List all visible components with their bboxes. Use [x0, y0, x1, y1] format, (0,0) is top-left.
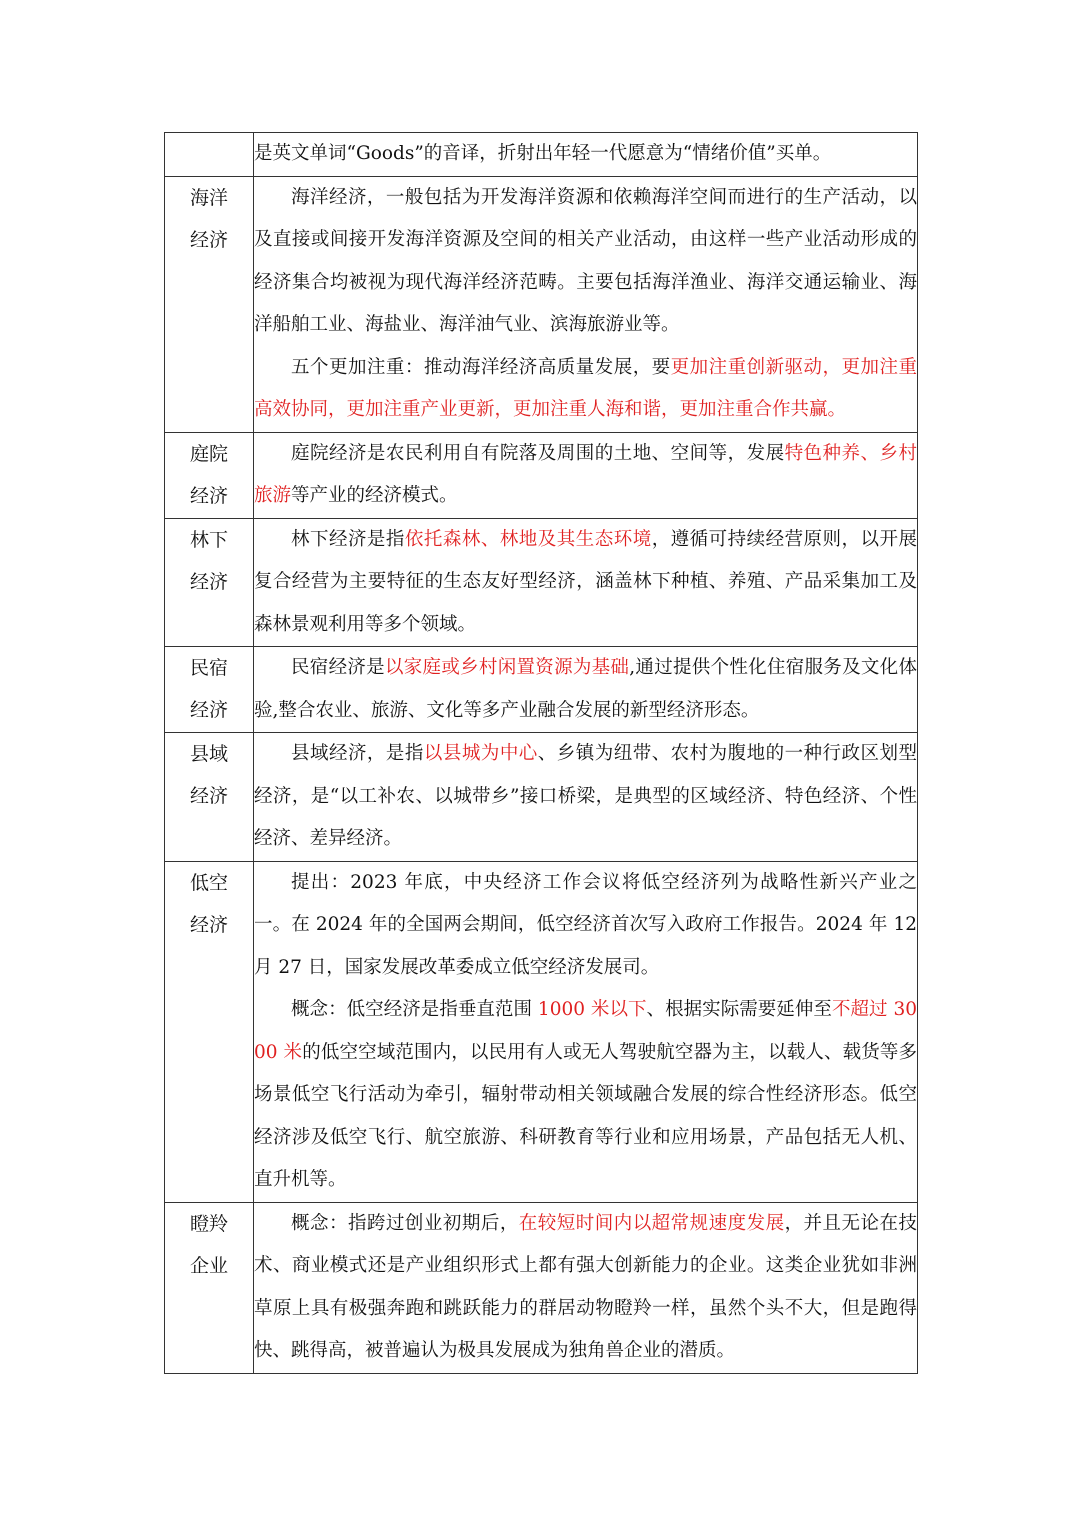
highlighted-text: 特色种养、乡村旅游 — [254, 442, 917, 506]
term-cell — [165, 733, 254, 862]
paragraph-text: 是英文单词“Goods”的音译，折射出年轻一代愿意为“情绪价值”买单。 — [254, 143, 832, 164]
term-line: 经济 — [189, 785, 228, 807]
definition-paragraph — [254, 733, 917, 861]
table-row — [165, 861, 918, 1202]
table-row — [165, 1202, 918, 1373]
term-cell — [165, 518, 254, 647]
paragraph-text: 的低空空域范围内，以民用有人或无人驾驶航空器为主，以载人、载货等多场景低空飞行活动为牵引，辐射带动相关领域融合发展的综合性经济形态。低空经济涉及低空飞行、航空旅游、科研教育等行业和应用场景，产品包括无人机、直升机等。 — [254, 1041, 918, 1190]
definition-cell — [254, 432, 918, 518]
paragraph-text: 概念：指跨过创业初期后， — [291, 1212, 519, 1234]
term-cell — [165, 432, 254, 518]
glossary-table — [164, 132, 918, 1374]
term-line: 企业 — [189, 1254, 228, 1277]
definition-cell — [254, 133, 918, 177]
term-line: 庭院 — [189, 442, 228, 465]
table-row — [165, 733, 918, 862]
term-line: 林下 — [189, 528, 228, 551]
definition-cell — [254, 1202, 918, 1373]
definition-paragraph — [254, 433, 917, 518]
definition-paragraph — [254, 133, 917, 176]
definition-paragraph — [254, 347, 917, 432]
paragraph-text: 海洋经济，一般包括为开发海洋资源和依赖海洋空间而进行的生产活动，以及直接或间接开发海洋资源及空间的相关产业活动，由这样一些产业活动形成的经济集合均被视为现代海洋经济范畴。主要包括海洋渔业、海洋交通运输业、海洋船舶工业、海盐业、海洋油气业、滨海旅游业等。 — [254, 186, 917, 335]
paragraph-text: 、根据实际需要延伸至 — [646, 999, 832, 1020]
definition-cell — [254, 733, 918, 862]
highlighted-text: 依托森林、林地及其生态环境 — [404, 528, 652, 550]
definition-paragraph — [254, 1203, 917, 1373]
paragraph-text: 概念：低空经济是指垂直范围 — [291, 999, 538, 1020]
paragraph-text: 庭院经济是农民利用自有院落及周围的土地、空间等，发展 — [291, 442, 785, 464]
table-row — [165, 176, 918, 432]
term-cell — [165, 133, 254, 177]
table-row — [165, 133, 918, 177]
paragraph-text: 五个更加注重：推动海洋经济高质量发展，要 — [291, 356, 671, 378]
term-line: 经济 — [189, 699, 228, 721]
highlighted-text: 1000 米以下 — [537, 999, 647, 1020]
definition-cell — [254, 518, 918, 647]
definition-cell — [254, 647, 918, 733]
highlighted-text: 以县城为中心 — [423, 743, 538, 764]
term-line: 经济 — [189, 228, 228, 251]
term-cell — [165, 861, 254, 1202]
paragraph-text: ，遵循可持续经营原则，以开展复合经营为主要特征的生态友好型经济，涵盖林下种植、养殖、产品采集加工及森林景观利用等多个领域。 — [254, 528, 917, 635]
term-cell — [165, 647, 254, 733]
term-cell — [165, 176, 254, 432]
definition-paragraph — [254, 177, 917, 347]
paragraph-text: 县域经济，是指 — [291, 743, 424, 764]
definition-cell — [254, 176, 918, 432]
highlighted-text: 以家庭或乡村闲置资源为基础 — [384, 657, 630, 678]
term-line: 海洋 — [189, 186, 228, 209]
paragraph-text: 民宿经济是 — [291, 657, 385, 678]
highlighted-text: 在较短时间内以超常规速度发展 — [518, 1212, 785, 1234]
highlighted-text: 更加注重创新驱动，更加注重高效协同，更加注重产业更新，更加注重人海和谐，更加注重合作共赢。 — [254, 356, 917, 420]
paragraph-text: ,通过提供个性化住宿服务及文化体验,整合农业、旅游、文化等多产业融合发展的新型经济形态。 — [254, 657, 917, 721]
table-row — [165, 518, 918, 647]
term-cell — [165, 1202, 254, 1373]
term-line: 经济 — [189, 913, 228, 936]
definition-paragraph — [254, 519, 917, 647]
paragraph-text: 、乡镇为纽带、农村为腹地的一种行政区划型经济，是“以工补农、以城带乡”接口桥梁，是典型的区域经济、特色经济、个性经济、差异经济。 — [254, 743, 917, 849]
definition-paragraph — [254, 647, 917, 732]
term-line: 经济 — [189, 570, 228, 593]
paragraph-text: ，并且无论在技术、商业模式还是产业组织形式上都有强大创新能力的企业。这类企业犹如非洲草原上具有极强奔跑和跳跃能力的群居动物瞪羚一样，虽然个头不大，但是跑得快、跳得高，被普遍认为极具发展成为独角兽企业的潜质。 — [254, 1212, 917, 1361]
paragraph-text: 林下经济是指 — [291, 528, 405, 550]
definition-cell — [254, 861, 918, 1202]
table-row — [165, 647, 918, 733]
glossary-table-body — [165, 133, 918, 1374]
paragraph-text: 等产业的经济模式。 — [291, 485, 458, 506]
term-line: 经济 — [189, 484, 228, 507]
term-line: 瞪羚 — [189, 1212, 228, 1235]
definition-paragraph — [254, 989, 917, 1202]
definition-paragraph — [254, 862, 917, 990]
paragraph-text: 提出：2023 年底，中央经济工作会议将低空经济列为战略性新兴产业之一。在 2024 年的全国两会期间，低空经济首次写入政府工作报告。2024 年 12 月 27 日，国家发展改革委成立低空经济发展司。 — [254, 871, 917, 978]
term-line: 民宿 — [189, 657, 228, 679]
term-line: 县域 — [189, 743, 228, 765]
highlighted-text: 不超过 3000 米 — [254, 999, 918, 1063]
table-row — [165, 432, 918, 518]
term-line: 低空 — [189, 871, 228, 894]
